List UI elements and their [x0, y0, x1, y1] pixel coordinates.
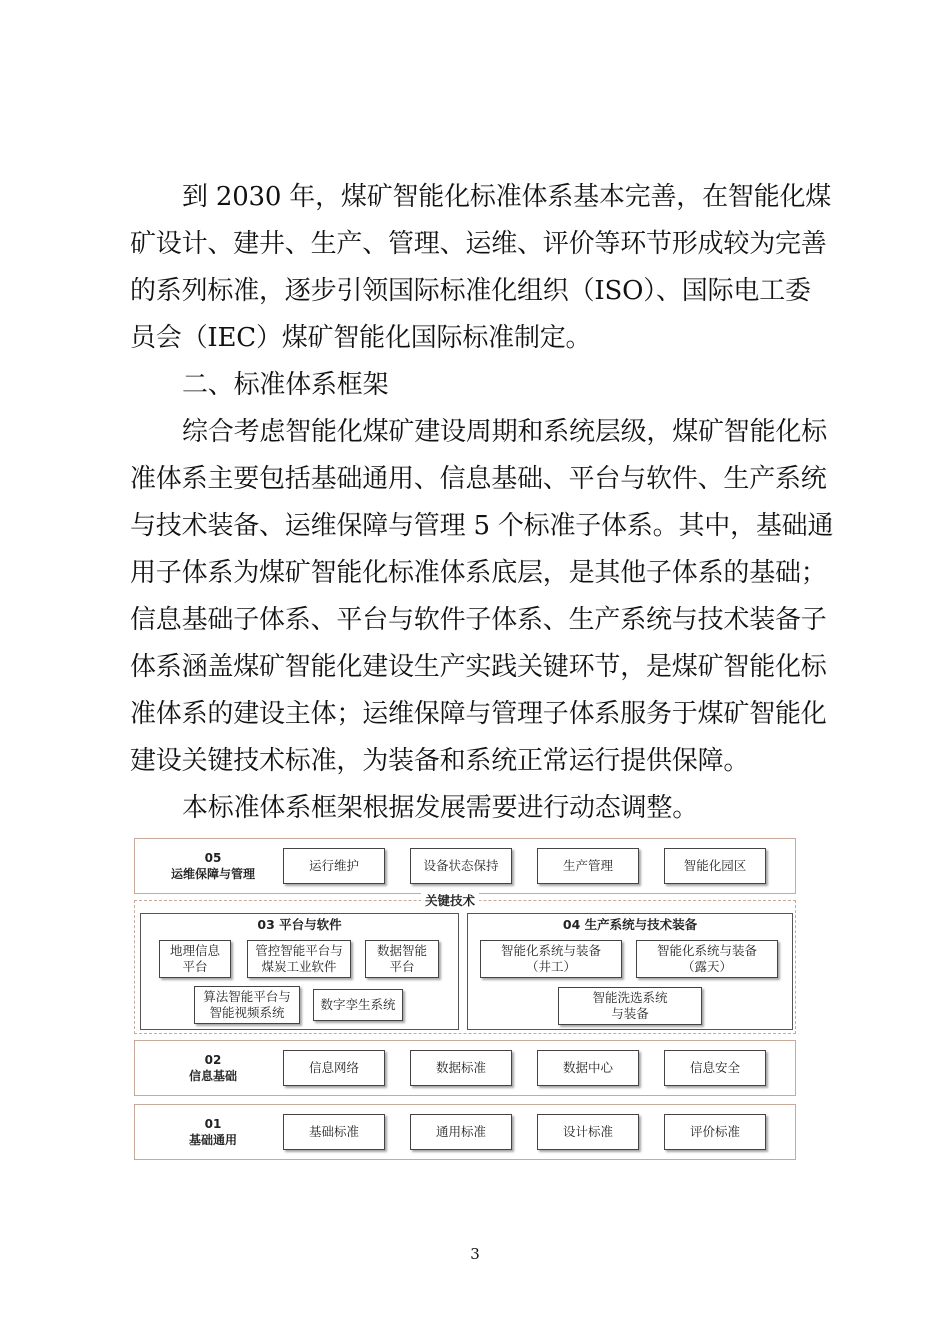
layer-number: 02 — [204, 1053, 222, 1067]
item-box: 评价标准 — [664, 1114, 766, 1150]
item-box: 数字孪生系统 — [313, 989, 403, 1021]
text-line: 准体系主要包括基础通用、信息基础、平台与软件、生产系统 — [130, 464, 827, 494]
item-box: 信息安全 — [664, 1050, 766, 1086]
item-box: 运行维护 — [283, 848, 385, 884]
standard-framework-diagram — [134, 838, 800, 1160]
text-line: 建设关键技术标准，为装备和系统正常运行提供保障。 — [130, 746, 750, 776]
item-box: 智能化系统与装备 （露天） — [636, 940, 778, 978]
key-technology-group — [134, 893, 796, 1034]
item-box: 智能化园区 — [664, 848, 766, 884]
item-box: 算法智能平台与 智能视频系统 — [194, 986, 300, 1024]
layer-label — [153, 850, 273, 882]
item-box: 信息网络 — [283, 1050, 385, 1086]
key-technology-label: 关键技术 — [421, 893, 479, 909]
text-line: 员会（IEC）煤矿智能化国际标准制定。 — [130, 323, 592, 353]
item-box: 设备状态保持 — [410, 848, 512, 884]
item-box: 地理信息 平台 — [159, 940, 231, 978]
item-box: 管控智能平台与 煤炭工业软件 — [247, 940, 351, 978]
text-line: 准体系的建设主体；运维保障与管理子体系服务于煤矿智能化 — [130, 699, 827, 729]
panel-04-production-equipment — [467, 913, 793, 1030]
item-box: 基础标准 — [283, 1114, 385, 1150]
panel-title: 03 平台与软件 — [257, 917, 342, 932]
section-heading — [130, 362, 830, 409]
page-number: 3 — [470, 1245, 480, 1263]
layer-name: 信息基础 — [188, 1069, 237, 1083]
heading-text: 二、标准体系框架 — [182, 370, 389, 400]
text-line: 综合考虑智能化煤矿建设周期和系统层级，煤矿智能化标 — [182, 417, 828, 447]
item-box: 智能化系统与装备 （井工） — [480, 940, 622, 978]
layer-01-basic-general — [134, 1104, 796, 1160]
layer-02-info-foundation — [134, 1040, 796, 1096]
item-box: 生产管理 — [537, 848, 639, 884]
layer-number: 01 — [204, 1117, 222, 1131]
item-box: 通用标准 — [410, 1114, 512, 1150]
text-line: 矿设计、建井、生产、管理、运维、评价等环节形成较为完善 — [130, 229, 827, 259]
item-box: 数据智能 平台 — [365, 940, 439, 978]
text-line: 本标准体系框架根据发展需要进行动态调整。 — [182, 793, 699, 823]
layer-label — [153, 1052, 273, 1084]
paragraph-2030-goal — [130, 174, 830, 362]
layer-number: 05 — [204, 851, 222, 865]
text-line: 信息基础子体系、平台与软件子体系、生产系统与技术装备子 — [130, 605, 827, 635]
text-line: 的系列标准，逐步引领国际标准化组织（ISO）、国际电工委 — [130, 276, 811, 306]
paragraph-framework — [130, 409, 834, 785]
item-box: 设计标准 — [537, 1114, 639, 1150]
item-box: 智能洗选系统 与装备 — [558, 987, 702, 1025]
layer-name: 基础通用 — [188, 1133, 237, 1147]
item-box: 数据标准 — [410, 1050, 512, 1086]
layer-label — [153, 1116, 273, 1148]
layer-05-operations — [134, 838, 796, 894]
text-line: 体系涵盖煤矿智能化建设生产实践关键环节，是煤矿智能化标 — [130, 652, 827, 682]
panel-03-platform-software — [140, 913, 459, 1030]
layer-name: 运维保障与管理 — [170, 867, 255, 881]
item-box: 数据中心 — [537, 1050, 639, 1086]
text-line: 用子体系为煤矿智能化标准体系底层，是其他子体系的基础； — [130, 558, 827, 588]
paragraph-dynamic-adjust — [130, 785, 830, 832]
text-line: 与技术装备、运维保障与管理 5 个标准子体系。其中，基础通 — [130, 511, 834, 541]
text-line: 到 2030 年，煤矿智能化标准体系基本完善，在智能化煤 — [182, 182, 832, 212]
panel-title: 04 生产系统与技术装备 — [562, 917, 698, 932]
